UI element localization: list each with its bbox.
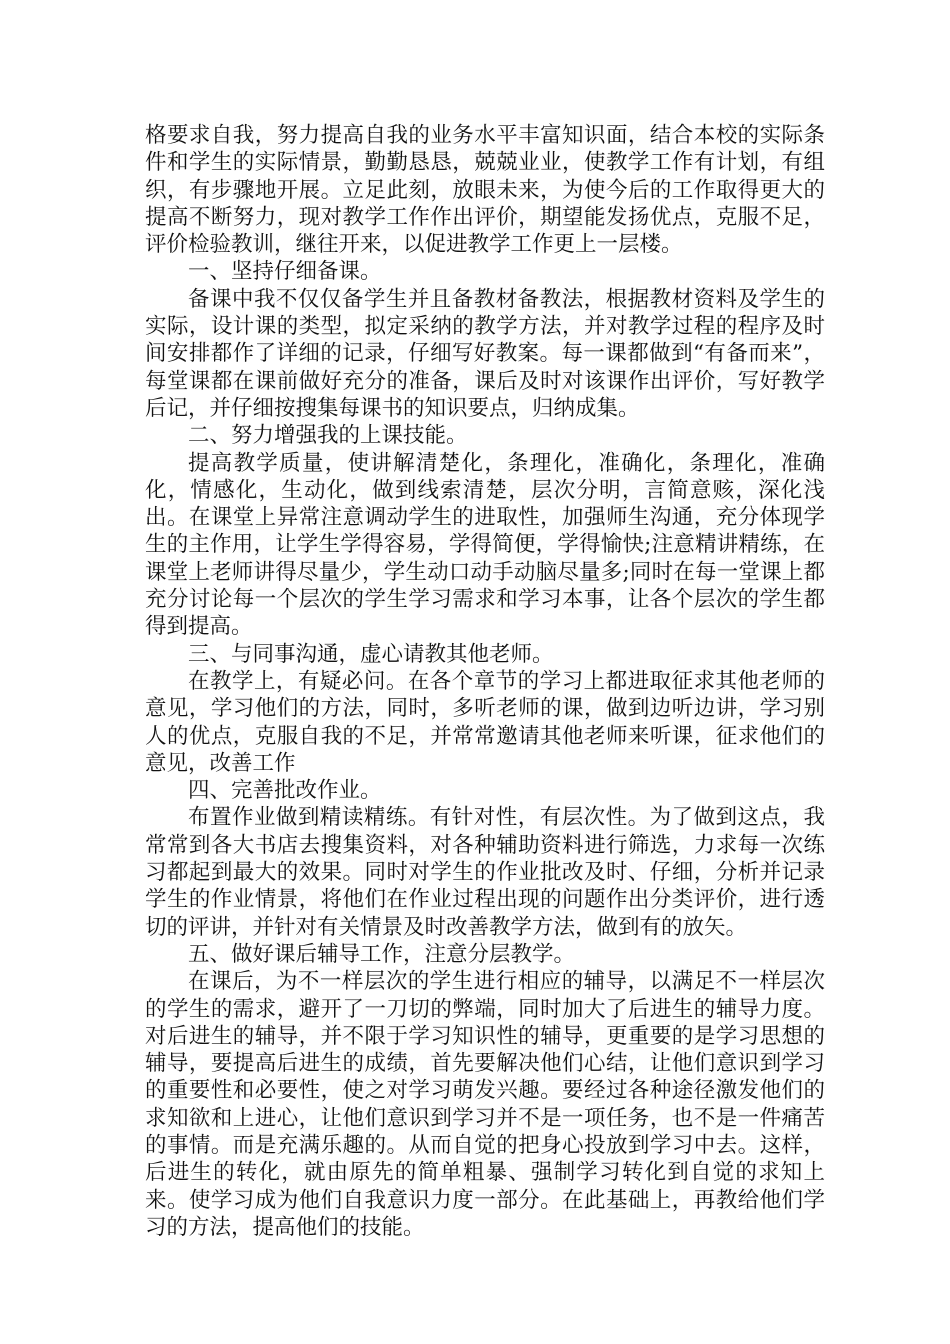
section-heading-4: 四、完善批改作业。 — [188, 778, 382, 804]
paragraph-section-5: 在课后，为不一样层次的学生进行相应的辅导，以满足不一样层次的学生的需求，避开了一刀切的弊端，同时加大了后进生的辅导力度。对后进生的辅导，并不限于学习知识性的辅导，更重要的是学习思想的辅导，要提高后进生的成绩，首先要解决他们心结，让他们意识到学习的重要性和必要性，使之对学习萌发兴趣。要经过各种途径激发他们的求知欲和上进心，让他们意识到学习并不是一项任务，也不是一件痛苦的事情。而是充满乐趣的。从而自觉的把身心投放到学习中去。这样，后进生的转化，就由原先的简单粗暴、强制学习转化到自觉的求知上来。使学习成为他们自我意识力度一部分。在此基础上，再教给他们学习的方法，提高他们的技能。 — [145, 969, 825, 1240]
paragraph-intro-continued: 格要求自我，努力提高自我的业务水平丰富知识面，结合本校的实际条件和学生的实际情景，勤勤恳恳，兢兢业业，使教学工作有计划，有组织，有步骤地开展。立足此刻，放眼未来，为使今后的工作取得更大的提高不断努力，现对教学工作作出评价，期望能发扬优点，克服不足，评价检验教训，继往开来，以促进教学工作更上一层楼。 — [145, 123, 825, 258]
document-body — [145, 122, 825, 1241]
paragraph-section-4: 布置作业做到精读精练。有针对性，有层次性。为了做到这点，我常常到各大书店去搜集资料，对各种辅助资料进行筛选，力求每一次练习都起到最大的效果。同时对学生的作业批改及时、仔细，分析并记录学生的作业情景，将他们在作业过程出现的问题作出分类评价，进行透切的评讲，并针对有关情景及时改善教学方法，做到有的放矢。 — [145, 805, 825, 940]
paragraph-section-1: 备课中我不仅仅备学生并且备教材备教法，根据教材资料及学生的实际，设计课的类型，拟定采纳的教学方法，并对教学过程的程序及时间安排都作了详细的记录，仔细写好教案。每一课都做到“有备而来”，每堂课都在课前做好充分的准备，课后及时对该课作出评价，写好教学后记，并仔细按搜集每课书的知识要点，归纳成集。 — [145, 286, 825, 421]
paragraph-section-2: 提高教学质量，使讲解清楚化，条理化，准确化，条理化，准确化，情感化，生动化，做到线索清楚，层次分明，言简意赅，深化浅出。在课堂上异常注意调动学生的进取性，加强师生沟通，充分体现学生的主作用，让学生学得容易，学得简便，学得愉快;注意精讲精练，在课堂上老师讲得尽量少，学生动口动手动脑尽量多;同时在每一堂课上都充分讨论每一个层次的学生学习需求和学习本事，让各个层次的学生都得到提高。 — [145, 450, 825, 640]
section-heading-3: 三、与同事沟通，虚心请教其他老师。 — [188, 641, 554, 667]
section-heading-5: 五、做好课后辅导工作，注意分层教学。 — [188, 941, 576, 967]
paragraph-section-3: 在教学上，有疑必问。在各个章节的学习上都进取征求其他老师的意见，学习他们的方法，同时，多听老师的课，做到边听边讲，学习别人的优点，克服自我的不足，并常常邀请其他老师来听课，征求他们的意见，改善工作 — [145, 668, 825, 776]
section-heading-2: 二、努力增强我的上课技能。 — [188, 423, 468, 449]
section-heading-1: 一、坚持仔细备课。 — [188, 259, 382, 285]
